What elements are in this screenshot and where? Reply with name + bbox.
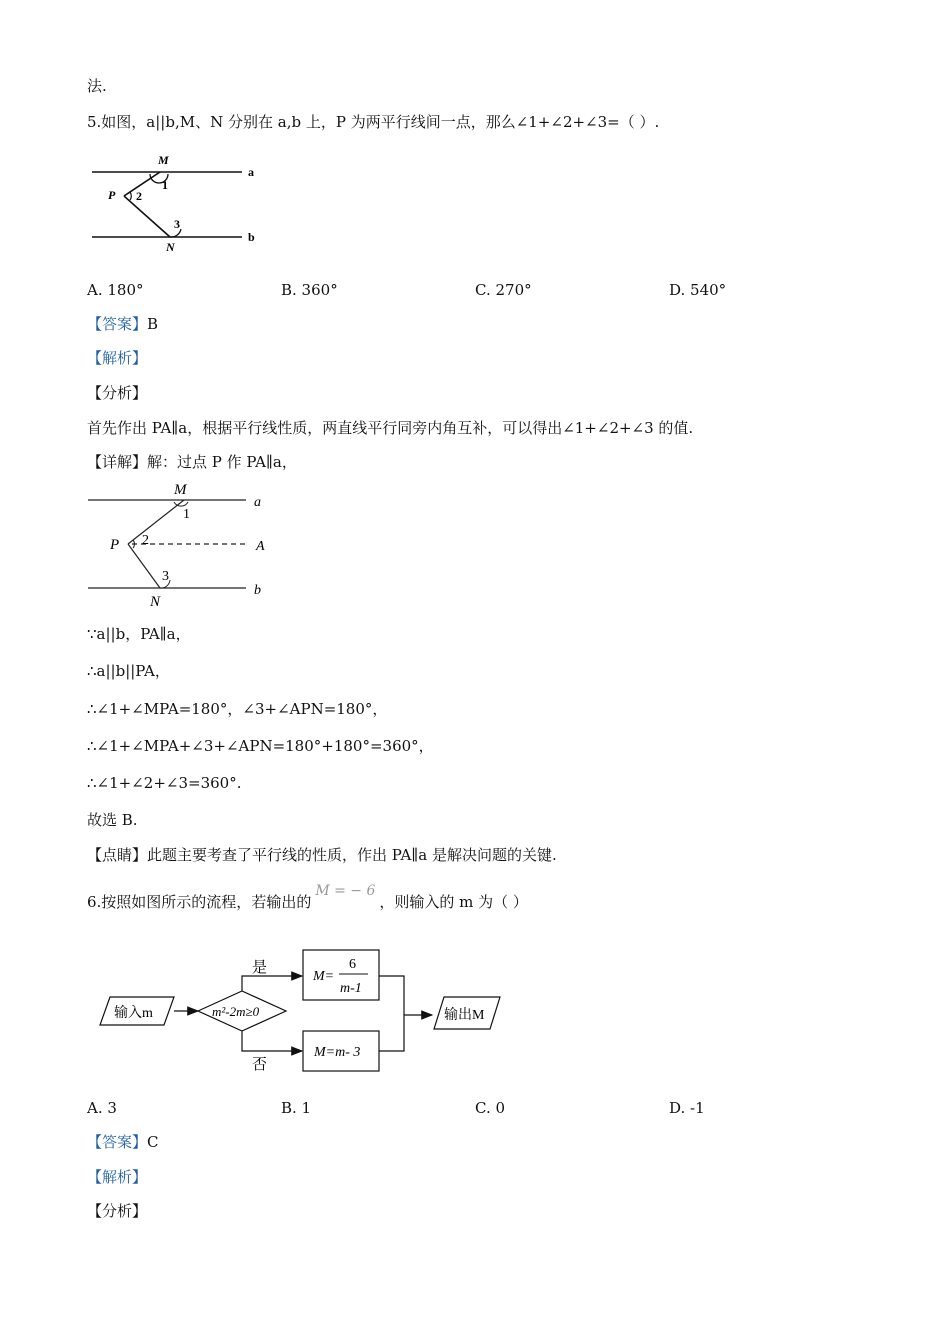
fig1-label-1: 1 (162, 178, 168, 192)
q5-step-4: ∴∠1+∠MPA+∠3+∠APN=180°+180°=360°， (87, 737, 434, 755)
fig2-label-1: 1 (183, 507, 190, 522)
fig2-label-A: A (256, 539, 265, 554)
q6-option-a: A. 3 (87, 1099, 117, 1117)
q6-fenxi-tag: 【分析】 (87, 1202, 148, 1220)
comment-text: 此题主要考查了平行线的性质，作出 PA∥a 是解决问题的关键. (147, 846, 557, 864)
yes-label: 是 (252, 960, 268, 976)
q5-step-3: ∴∠1+∠MPA=180°，∠3+∠APN=180°， (87, 700, 388, 718)
q6-answer (87, 1132, 159, 1152)
fig1-label-N: N (166, 240, 175, 254)
continued-text: 法. (87, 77, 107, 95)
q5-step-2: ∴a||b||PA， (87, 662, 170, 680)
q5-analysis-tag: 【解析】 (87, 349, 148, 367)
fig2-label-2: 2 (142, 533, 149, 548)
no-box-label: M=m- 3 (314, 1045, 361, 1060)
q5-detail (87, 452, 297, 472)
q5-option-c: C. 270° (475, 281, 532, 299)
q5-solution-figure (86, 480, 286, 610)
decision-label: m²-2m≥0 (212, 1004, 260, 1019)
yes-box-lhs: M= (313, 969, 335, 984)
q6-stem-after: ，则输入的 m 为（ ） (379, 893, 528, 911)
fig2-label-P: P (110, 537, 120, 553)
q6-answer-tag: 【答案】 (87, 1133, 148, 1151)
output-label: 输出M (444, 1008, 485, 1023)
fig2-label-M: M (174, 482, 187, 498)
fig1-label-P: P (108, 188, 116, 202)
fig1-label-2: 2 (136, 189, 142, 203)
q5-comment (87, 845, 557, 865)
q6-stem-formula: M = − 6 (315, 883, 376, 899)
fig2-label-a: a (254, 495, 261, 510)
no-label: 否 (252, 1057, 268, 1073)
fig1-label-b: b (248, 230, 255, 244)
q6-option-c: C. 0 (475, 1099, 506, 1117)
q5-step-1: ∵a||b，PA∥a， (87, 625, 191, 643)
fig1-label-a: a (248, 165, 254, 179)
fig2-label-N: N (150, 594, 161, 610)
q5-fenxi-tag: 【分析】 (87, 384, 148, 402)
q5-fenxi-text: 首先作出 PA∥a，根据平行线性质，两直线平行同旁内角互补，可以得出∠1+∠2+∠3 的值. (87, 419, 694, 437)
fig1-label-3: 3 (174, 217, 180, 231)
q6-flowchart (96, 945, 516, 1080)
q5-stem: 5.如图，a||b,M、N 分别在 a,b 上，P 为两平行线间一点，那么∠1+∠2+∠3=（ ）. (87, 113, 660, 131)
q5-step-5: ∴∠1+∠2+∠3=360°. (87, 774, 242, 792)
q5-answer (87, 314, 158, 334)
q6-option-d: D. -1 (669, 1099, 705, 1117)
input-label: 输入m (114, 1006, 153, 1021)
fig2-label-b: b (254, 583, 261, 598)
comment-tag: 【点睛】 (87, 846, 148, 864)
fig1-label-M: M (158, 153, 169, 167)
answer-tag: 【答案】 (87, 315, 148, 333)
q5-step-6: 故选 B. (87, 811, 138, 829)
yes-box-den: m-1 (340, 981, 362, 996)
q5-option-b: B. 360° (281, 281, 338, 299)
q6-option-b: B. 1 (281, 1099, 312, 1117)
q6-stem (87, 883, 528, 913)
q6-stem-before: 6.按照如图所示的流程，若输出的 (87, 893, 312, 911)
q5-option-d: D. 540° (669, 281, 727, 299)
detail-text: 解：过点 P 作 PA∥a， (147, 453, 297, 471)
answer-value: B (147, 315, 159, 333)
fig2-label-3: 3 (162, 569, 169, 584)
q5-figure (88, 150, 268, 255)
q6-answer-value: C (147, 1133, 159, 1151)
q5-option-a: A. 180° (87, 281, 144, 299)
yes-box-num: 6 (349, 957, 356, 972)
q6-analysis-tag: 【解析】 (87, 1168, 148, 1186)
detail-tag: 【详解】 (87, 453, 148, 471)
